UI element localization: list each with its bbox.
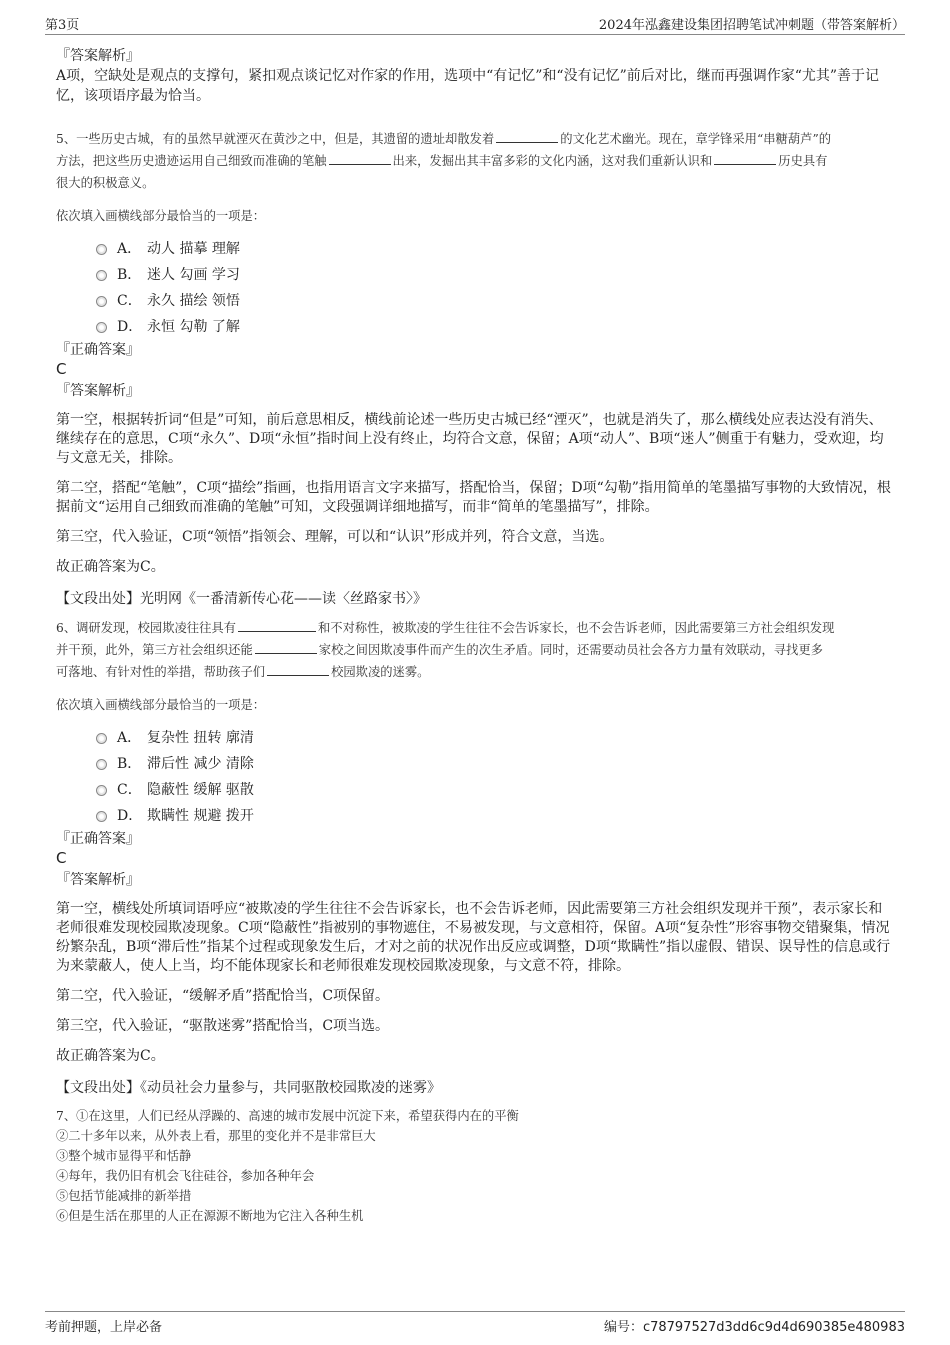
radio-icon[interactable] [96,322,107,333]
analysis-paragraph: 第二空，代入验证，“缓解矛盾”搭配恰当，C项保留。 [56,988,390,1004]
analysis-paragraph: 第二空，搭配“笔触”，C项“描绘”指画，也指用语言文字来描写，搭配恰当，保留；D项“勾勒”指用简单的笔墨描写事物的大致情况，根据前文“运用自己细致而准确的笔触”可知，文段强调详细地描写，而非“简单的笔墨描写”，排除。 [56,480,891,515]
sentence-item: ③整个城市显得平和恬静 [56,1149,192,1163]
option-letter: D． [117,808,143,824]
option-letter: A． [117,241,142,257]
option-text: 复杂性 扭转 廓清 [147,730,254,746]
sentence-item: ②二十多年以来，从外表上看，那里的变化并不是非常巨大 [56,1129,376,1143]
question-lead: 依次填入画横线部分最恰当的一项是： [56,698,266,712]
option-text: 滞后性 减少 清除 [147,756,254,772]
stem-text: 家校之间因欺凌事件而产生的次生矛盾。同时，还需要动员社会各方力量有效联动，寻找更多 [318,643,823,657]
blank-line [267,662,329,676]
question-7 [56,1106,896,1226]
option-letter: B． [117,267,142,283]
correct-answer-label: 『正确答案』 [56,831,140,847]
option-letter: C． [117,293,142,309]
stem-text: 很大的积极意义。 [56,176,155,190]
option-a[interactable] [96,236,896,262]
stem-text: 的文化艺术幽光。现在，章学锋采用“串糖葫芦”的 [560,132,832,146]
correct-answer-label: 『正确答案』 [56,342,140,358]
analysis-paragraph: 故正确答案为C。 [56,559,165,575]
footer-slogan: 考前押题，上岸必备 [45,1320,163,1335]
question-stem [56,128,896,194]
radio-icon[interactable] [96,811,107,822]
question-6 [56,617,896,1098]
document-id: 编号：c78797527d3dd6c9d4d690385e480983 [603,1320,905,1335]
option-letter: C． [117,782,142,798]
analysis-paragraph: 第三空，代入验证，C项“领悟”指领会、理解，可以和“认识”形成并列，符合文意，当选。 [56,529,614,545]
page-header [45,10,905,35]
blank-line [255,640,317,654]
radio-icon[interactable] [96,296,107,307]
option-text: 永恒 勾勒 了解 [147,319,240,335]
page-footer [45,1311,905,1336]
stem-text: 6、调研发现，校园欺凌往往具有 [56,621,236,635]
page-number: 第3页 [45,18,80,33]
option-c[interactable] [96,777,896,803]
analysis-paragraph: 第一空，根据转折词“但是”可知，前后意思相反，横线前论述一些历史古城已经“湮灭”，也就是消失了，那么横线处应表达没有消失、继续存在的意思，C项“永久”、D项“永恒”指时间上没有终止，均符合文意，保留；A项“动人”、B项“迷人”侧重于有魅力，受欢迎，均与文意无关，排除。 [56,412,884,466]
radio-icon[interactable] [96,733,107,744]
analysis-text: A项，空缺处是观点的支撑句，紧扣观点谈记忆对作家的作用，选项中“有记忆”和“没有记忆”前后对比，继而再强调作家“尤其”善于记忆，该项语序最为恰当。 [56,68,880,104]
option-b[interactable] [96,751,896,777]
radio-icon[interactable] [96,270,107,281]
option-letter: B． [117,756,142,772]
option-d[interactable] [96,803,896,829]
analysis-paragraph: 第一空，横线处所填词语呼应“被欺凌的学生往往不会告诉家长，也不会告诉老师，因此需要第三方社会组织发现并干预”，表示家长和老师很难发现校园欺凌现象。C项“隐蔽性”指被别的事物遮住，不易被发现，与文意相符，保留。A项“复杂性”形容事物交错聚集，情况纷繁杂乱，B项“滞后性”指某个过程或现象发生后，才对之前的状况作出反应或调整，D项“欺瞒性”指以虚假、错误、误导性的信息或行为来蒙蔽人，使人上当，均不能体现家长和老师很难发现校园欺凌现象，与文意不符，排除。 [56,901,891,974]
stem-text: 出来，发掘出其丰富多彩的文化内涵，这对我们重新认识和 [392,154,713,168]
question-lead: 依次填入画横线部分最恰当的一项是： [56,209,266,223]
option-text: 动人 描摹 理解 [147,241,240,257]
blank-line [238,618,316,632]
blank-line [329,151,391,165]
stem-text: 方法，把这些历史遗迹运用自己细致而准确的笔触 [56,154,327,168]
document-title: 2024年泓鑫建设集团招聘笔试冲刺题（带答案解析） [598,18,905,33]
stem-text: 历史具有 [778,154,828,168]
analysis-label: 『答案解析』 [56,48,140,64]
option-b[interactable] [96,262,896,288]
sentence-item: ⑥但是生活在那里的人正在源源不断地为它注入各种生机 [56,1209,364,1223]
stem-text: 校园欺凌的迷雾。 [331,665,430,679]
option-c[interactable] [96,288,896,314]
source-note: 【文段出处】光明网《一番清新传心花——读〈丝路家书〉》 [56,591,427,607]
sentence-item: ⑤包括节能减排的新举措 [56,1189,192,1203]
option-text: 永久 描绘 领悟 [147,293,240,309]
option-text: 欺瞒性 规避 拨开 [147,808,254,824]
analysis-paragraph: 第三空，代入验证，“驱散迷雾”搭配恰当，C项当选。 [56,1018,390,1034]
option-list [96,236,896,340]
analysis-label: 『答案解析』 [56,872,140,888]
option-letter: D． [117,319,143,335]
stem-text: 5、一些历史古城，有的虽然早就湮灭在黄沙之中，但是，其遗留的遗址却散发着 [56,132,495,146]
radio-icon[interactable] [96,785,107,796]
question-stem [56,617,896,683]
option-a[interactable] [96,725,896,751]
stem-text: 和不对称性，被欺凌的学生往往不会告诉家长，也不会告诉老师，因此需要第三方社会组织发现 [317,621,835,635]
option-letter: A． [117,730,142,746]
correct-answer: C [56,849,67,867]
analysis-label: 『答案解析』 [56,383,140,399]
stem-text: 并干预，此外，第三方社会组织还能 [56,643,253,657]
radio-icon[interactable] [96,759,107,770]
analysis-paragraph: 故正确答案为C。 [56,1048,165,1064]
option-list [96,725,896,829]
radio-icon[interactable] [96,244,107,255]
sentence-item: ④每年，我仍旧有机会飞往硅谷，参加各种年会 [56,1169,315,1183]
sentence-item: 7、①在这里，人们已经从浮躁的、高速的城市发展中沉淀下来，希望获得内在的平衡 [56,1109,519,1123]
question-5 [56,128,896,609]
blank-line [714,151,776,165]
stem-text: 可落地、有针对性的举措，帮助孩子们 [56,665,266,679]
option-text: 迷人 勾画 学习 [147,267,240,283]
main-content [56,46,896,1226]
option-text: 隐蔽性 缓解 驱散 [147,782,254,798]
blank-line [496,129,558,143]
correct-answer: C [56,360,67,378]
option-d[interactable] [96,314,896,340]
source-note: 【文段出处】《动员社会力量参与，共同驱散校园欺凌的迷雾》 [56,1080,441,1096]
